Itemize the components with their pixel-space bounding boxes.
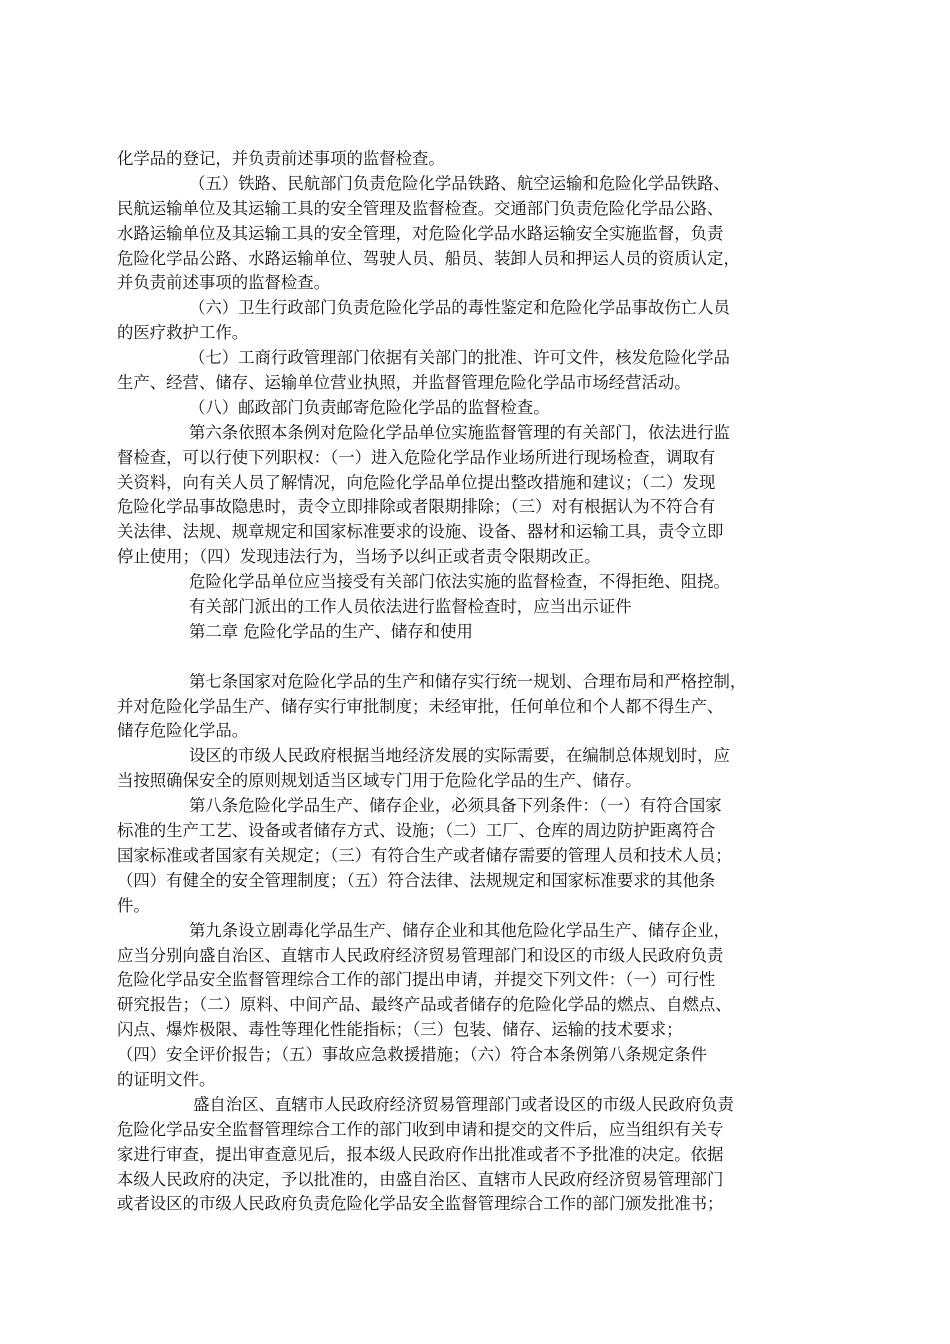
text-line: （六）卫生行政部门负责危险化学品的毒性鉴定和危险化学品事故伤亡人员 (189, 298, 730, 318)
text-line: 本级人民政府的决定，予以批准的，由盛自治区、直辖市人民政府经济贸易管理部门 (117, 1169, 724, 1189)
text-line: 化学品的登记，并负责前述事项的监督检查。 (117, 149, 445, 168)
text-line: 家进行审查，提出审查意见后，报本级人民政府作出批准或者不予批准的决定。依据 (117, 1144, 724, 1164)
text-line: 第八条危险化学品生产、储存企业，必须具备下列条件：（一）有符合国家 (189, 796, 722, 816)
text-line: 水路运输单位及其运输工具的安全管理，对危险化学品水路运输安全实施监督，负责 (117, 223, 724, 243)
text-line: 并负责前述事项的监督检查。 (117, 273, 331, 293)
text-line: 关资料，向有关人员了解情况，向危险化学品单位提出整改措施和建议；（二）发现 (117, 472, 716, 492)
text-line: 危险化学品安全监督管理综合工作的部门收到申请和提交的文件后，应当组织有关专 (117, 1119, 724, 1139)
text-line: 危险化学品公路、水路运输单位、驾驶人员、船员、装卸人员和押运人员的资质认定， (117, 248, 740, 268)
text-line: 有关部门派出的工作人员依法进行监督检查时，应当出示证件 (189, 597, 632, 617)
text-line: 设区的市级人民政府根据当地经济发展的实际需要，在编制总体规划时，应 (189, 746, 730, 766)
document-body (117, 147, 837, 1217)
text-line: 停止使用；（四）发现违法行为，当场予以纠正或者责令限期改正。 (117, 547, 601, 567)
text-line: （四）有健全的安全管理制度；（五）符合法律、法规规定和国家标准要求的其他条 (117, 870, 716, 890)
text-line: 标准的生产工艺、设备或者储存方式、设施；（二）工厂、仓库的周边防护距离符合 (117, 821, 716, 841)
text-line: 当按照确保安全的原则规划适当区域专门用于危险化学品的生产、储存。 (117, 771, 642, 791)
text-line: 件。 (117, 895, 150, 915)
text-line: 关法律、法规、规章规定和国家标准要求的设施、设备、器材和运输工具，责令立即 (117, 522, 724, 542)
text-line: 第七条国家对危险化学品的生产和储存实行统一规划、合理布局和严格控制， (189, 671, 747, 691)
text-line: 危险化学品单位应当接受有关部门依法实施的监督检查，不得拒绝、阻挠。 (189, 572, 730, 592)
text-line: 民航运输单位及其运输工具的安全管理及监督检查。交通部门负责危险化学品公路、 (117, 198, 724, 218)
text-line: 督检查，可以行使下列职权：（一）进入危险化学品作业场所进行现场检查，调取有 (117, 447, 716, 467)
text-line: 应当分别向盛自治区、直辖市人民政府经济贸易管理部门和设区的市级人民政府负责 (117, 945, 724, 965)
text-line: （八）邮政部门负责邮寄危险化学品的监督检查。 (189, 397, 550, 417)
text-line: 的医疗救护工作。 (117, 323, 249, 343)
text-line: 国家标准或者国家有关规定；（三）有符合生产或者储存需要的管理人员和技术人员； (117, 845, 732, 865)
text-line: 生产、经营、储存、运输单位营业执照，并监督管理危险化学品市场经营活动。 (117, 373, 691, 393)
text-line: （五）铁路、民航部门负责危险化学品铁路、航空运输和危险化学品铁路、 (189, 173, 730, 193)
text-line: 研究报告；（二）原料、中间产品、最终产品或者储存的危险化学品的燃点、自燃点、 (117, 995, 732, 1015)
text-line: 并对危险化学品生产、储存实行审批制度；未经审批，任何单位和个人都不得生产、 (117, 696, 724, 716)
text-line: 储存危险化学品。 (117, 721, 249, 741)
text-line: 危险化学品安全监督管理综合工作的部门提出申请，并提交下列文件：（一）可行性 (117, 970, 716, 990)
text-line: 盛自治区、直辖市人民政府经济贸易管理部门或者设区的市级人民政府负责 (193, 1094, 734, 1114)
text-line: 的证明文件。 (117, 1069, 216, 1089)
text-line: 第六条依照本条例对危险化学品单位实施监督管理的有关部门，依法进行监 (189, 422, 730, 442)
text-line: 或者设区的市级人民政府负责危险化学品安全监督管理综合工作的部门颁发批准书； (117, 1194, 724, 1214)
text-line: 闪点、爆炸极限、毒性等理化性能指标；（三）包装、储存、运输的技术要求； (117, 1020, 683, 1040)
text-line: （四）安全评价报告；（五）事故应急救援措施；（六）符合本条例第八条规定条件 (117, 1045, 708, 1065)
text-line: 第九条设立剧毒化学品生产、储存企业和其他危险化学品生产、储存企业， (189, 920, 730, 940)
chapter-heading: 第二章 危险化学品的生产、储存和使用 (189, 621, 473, 641)
text-line: 危险化学品事故隐患时，责令立即排除或者限期排除；（三）对有根据认为不符合有 (117, 497, 716, 517)
text-line: （七）工商行政管理部门依据有关部门的批准、许可文件，核发危险化学品 (189, 348, 730, 368)
